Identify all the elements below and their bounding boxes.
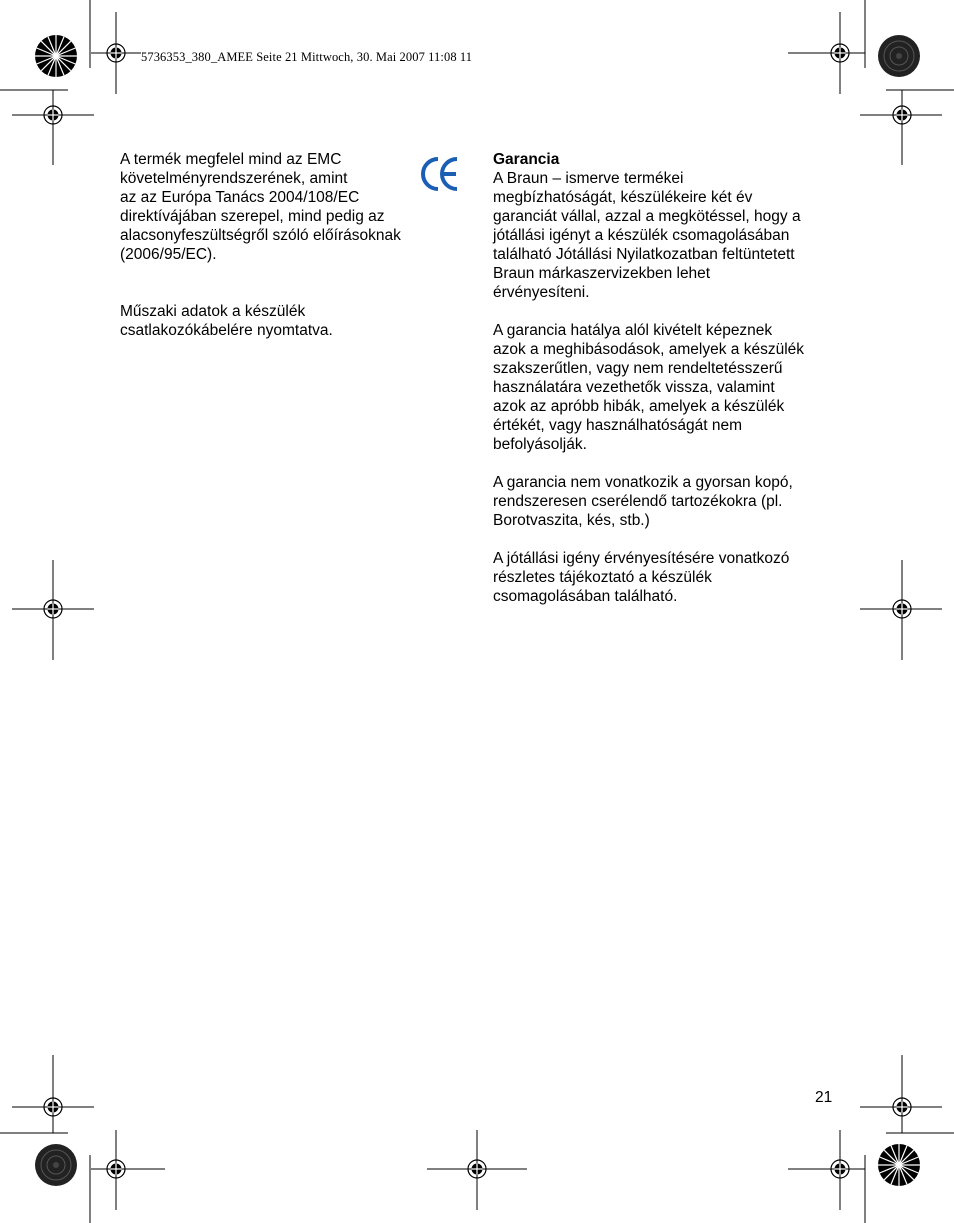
warranty-heading: Garancia xyxy=(493,151,560,168)
technical-data-paragraph xyxy=(120,302,450,340)
text-line: csomagolásában található. xyxy=(493,588,678,605)
warranty-section xyxy=(493,150,838,302)
text-line: befolyásolják. xyxy=(493,436,587,453)
text-line: (2006/95/EC). xyxy=(120,246,217,263)
warranty-exclusions-paragraph xyxy=(493,321,838,454)
text-line: A Braun – ismerve termékei xyxy=(493,170,684,187)
text-line: jótállási igényt a készülék csomagolásában xyxy=(493,227,790,244)
ce-mark-icon xyxy=(420,156,460,192)
text-line: található Jótállási Nyilatkozatban feltüntetett xyxy=(493,246,795,263)
text-line: Műszaki adatok a készülék xyxy=(120,303,306,320)
text-line: az az Európa Tanács 2004/108/EC xyxy=(120,189,360,206)
text-line: megbízhatóságát, készülékeire két év xyxy=(493,189,753,206)
emc-compliance-paragraph xyxy=(120,150,450,264)
text-line: érvényesíteni. xyxy=(493,284,590,301)
text-line: használatára vezethetők vissza, valamint xyxy=(493,379,775,396)
text-line: azok az apróbb hibák, amelyek a készülék xyxy=(493,398,785,415)
print-slug: 5736353_380_AMEE Seite 21 Mittwoch, 30. Mai 2007 11:08 11 xyxy=(141,50,473,64)
text-line: rendszeresen cserélendő tartozékokra (pl. xyxy=(493,493,783,510)
left-column xyxy=(120,150,450,340)
text-line: alacsonyfeszültségről szóló előírásoknak xyxy=(120,227,401,244)
text-line: garanciát vállal, azzal a megkötéssel, hogy a xyxy=(493,208,801,225)
text-line: csatlakozókábelére nyomtatva. xyxy=(120,322,333,339)
text-line: értékét, vagy használhatóságát nem xyxy=(493,417,743,434)
text-line: részletes tájékoztató a készülék xyxy=(493,569,712,586)
wear-parts-paragraph xyxy=(493,473,838,530)
text-line: direktívájában szerepel, mind pedig az xyxy=(120,208,385,225)
right-column xyxy=(493,150,838,606)
text-line: követelményrendszerének, amint xyxy=(120,170,348,187)
page-number: 21 xyxy=(815,1089,833,1106)
text-line: A garancia hatálya alól kivételt képeznek xyxy=(493,322,773,339)
claim-info-paragraph xyxy=(493,549,838,606)
text-line: A jótállási igény érvényesítésére vonatkozó xyxy=(493,550,790,567)
text-line: Braun márkaszervizekben lehet xyxy=(493,265,711,282)
text-line: azok a meghibásodások, amelyek a készülék xyxy=(493,341,805,358)
text-line: Borotvaszita, kés, stb.) xyxy=(493,512,650,529)
text-line: szakszerűtlen, vagy nem rendeltetésszerű xyxy=(493,360,783,377)
text-line: A termék megfelel mind az EMC xyxy=(120,151,342,168)
text-line: A garancia nem vonatkozik a gyorsan kopó, xyxy=(493,474,793,491)
